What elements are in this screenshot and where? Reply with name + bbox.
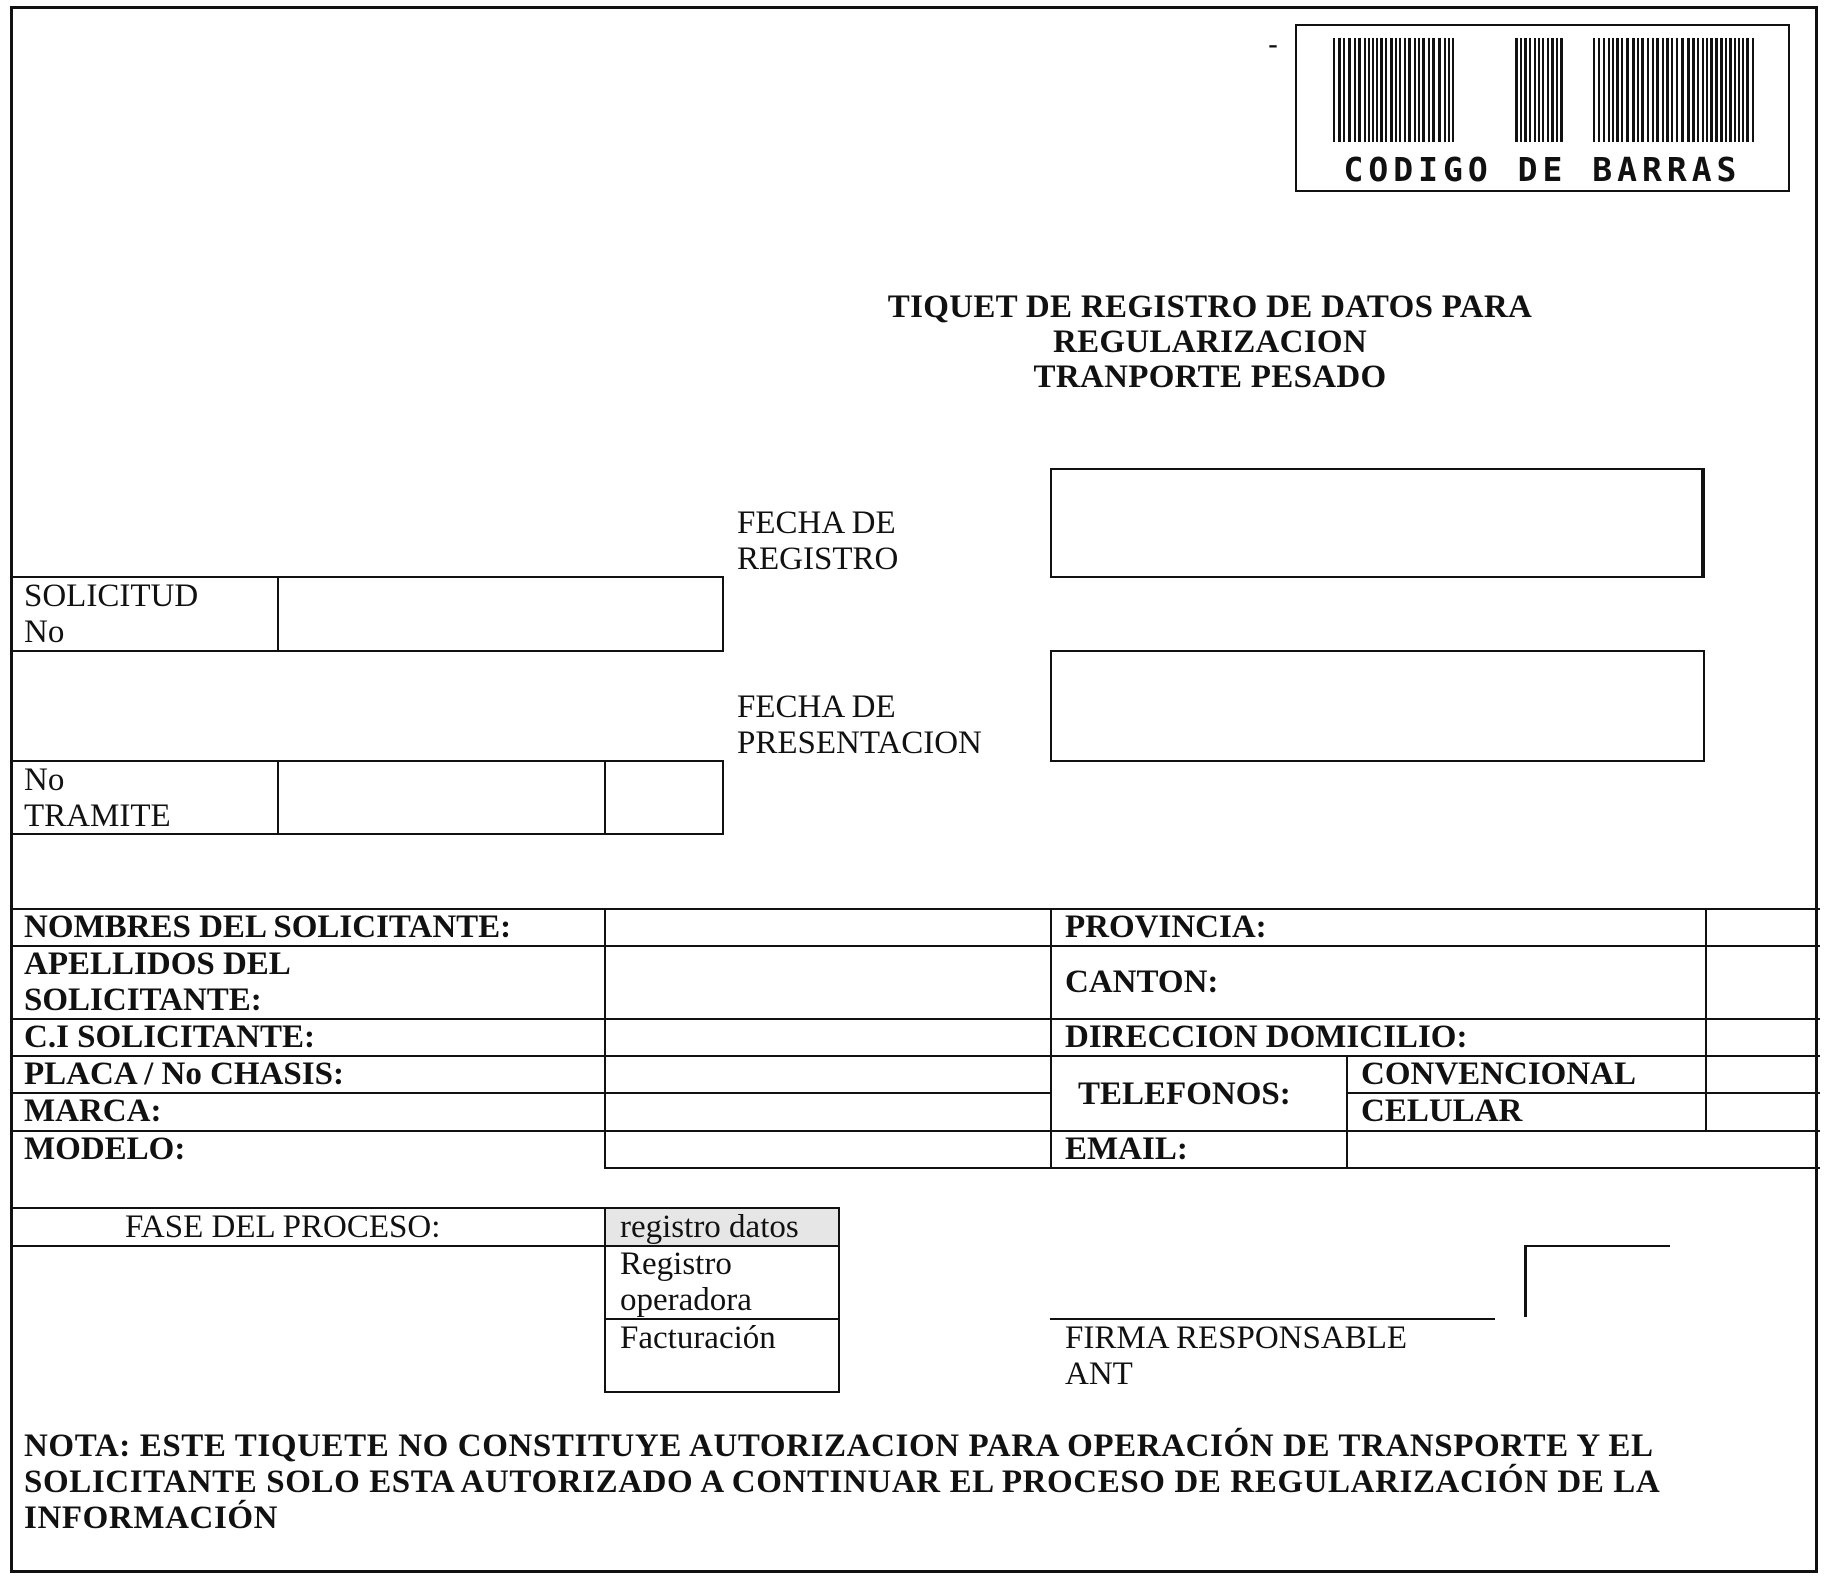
celular-field[interactable] (1707, 1094, 1817, 1129)
phase-registro-operadora: Registro operadora (620, 1246, 752, 1318)
apellidos-field[interactable] (606, 947, 1048, 1017)
stamp-corner-left (1524, 1245, 1527, 1317)
barcode-box (1295, 24, 1790, 192)
fecha-presentacion-label: FECHA DE PRESENTACION (737, 689, 982, 761)
solicitud-field[interactable] (279, 578, 722, 650)
title-line-3: TRANPORTE PESADO (1033, 359, 1387, 395)
tramite-field[interactable] (279, 762, 602, 833)
tramite-check-field[interactable] (606, 762, 722, 833)
email-field[interactable] (1348, 1132, 1817, 1166)
tramite-label: No TRAMITE (24, 762, 171, 834)
phase-label: FASE DEL PROCESO: (125, 1209, 441, 1245)
email-label: EMAIL: (1065, 1131, 1188, 1167)
celular-label: CELULAR (1361, 1093, 1523, 1129)
provincia-label: PROVINCIA: (1065, 909, 1267, 945)
ci-label: C.I SOLICITANTE: (24, 1019, 315, 1055)
disclaimer-note: NOTA: ESTE TIQUETE NO CONSTITUYE AUTORIZACION PARA OPERACIÓN DE TRANSPORTE Y EL SOLICITANTE SOLO ESTA AUTORIZADO A CONTINUAR EL PROCESO DE REGULARIZACIÓN DE LA INFORMACIÓN (24, 1428, 1659, 1536)
convencional-label: CONVENCIONAL (1361, 1056, 1637, 1092)
ci-field[interactable] (606, 1020, 1048, 1054)
signature-label: FIRMA RESPONSABLE ANT (1065, 1320, 1408, 1392)
fecha-presentacion-field[interactable] (1050, 650, 1705, 762)
convencional-field[interactable] (1707, 1057, 1817, 1091)
dash-mark: - (1268, 28, 1278, 61)
placa-field[interactable] (606, 1057, 1048, 1091)
direccion-label: DIRECCION DOMICILIO: (1065, 1019, 1468, 1055)
phase-registro-datos: registro datos (620, 1209, 799, 1245)
canton-field[interactable] (1707, 947, 1817, 1017)
telefonos-label: TELEFONOS: (1078, 1076, 1291, 1112)
provincia-field[interactable] (1707, 910, 1817, 944)
canton-label: CANTON: (1065, 964, 1219, 1000)
modelo-field[interactable] (606, 1132, 1048, 1166)
solicitud-label: SOLICITUD No (24, 578, 199, 650)
stamp-corner-top (1524, 1245, 1670, 1247)
barcode-icon (1297, 26, 1788, 146)
table-col-2 (1050, 908, 1052, 1167)
title-line-2: REGULARIZACION (1052, 324, 1368, 360)
placa-label: PLACA / No CHASIS: (24, 1056, 344, 1092)
fecha-registro-field[interactable] (1050, 468, 1705, 578)
nombres-field[interactable] (606, 910, 1048, 944)
marca-label: MARCA: (24, 1093, 162, 1129)
barcode-label: CODIGO DE BARRAS (1343, 150, 1742, 189)
title-line-1: TIQUET DE REGISTRO DE DATOS PARA (887, 289, 1533, 325)
phase-facturacion: Facturación (620, 1320, 776, 1356)
fecha-registro-label: FECHA DE REGISTRO (737, 505, 899, 577)
nombres-label: NOMBRES DEL SOLICITANTE: (24, 909, 512, 945)
apellidos-label: APELLIDOS DEL SOLICITANTE: (24, 946, 291, 1018)
marca-field[interactable] (606, 1094, 1048, 1129)
direccion-field[interactable] (1707, 1020, 1817, 1054)
table-line-bottom (604, 1167, 1820, 1169)
modelo-label: MODELO: (24, 1131, 186, 1167)
